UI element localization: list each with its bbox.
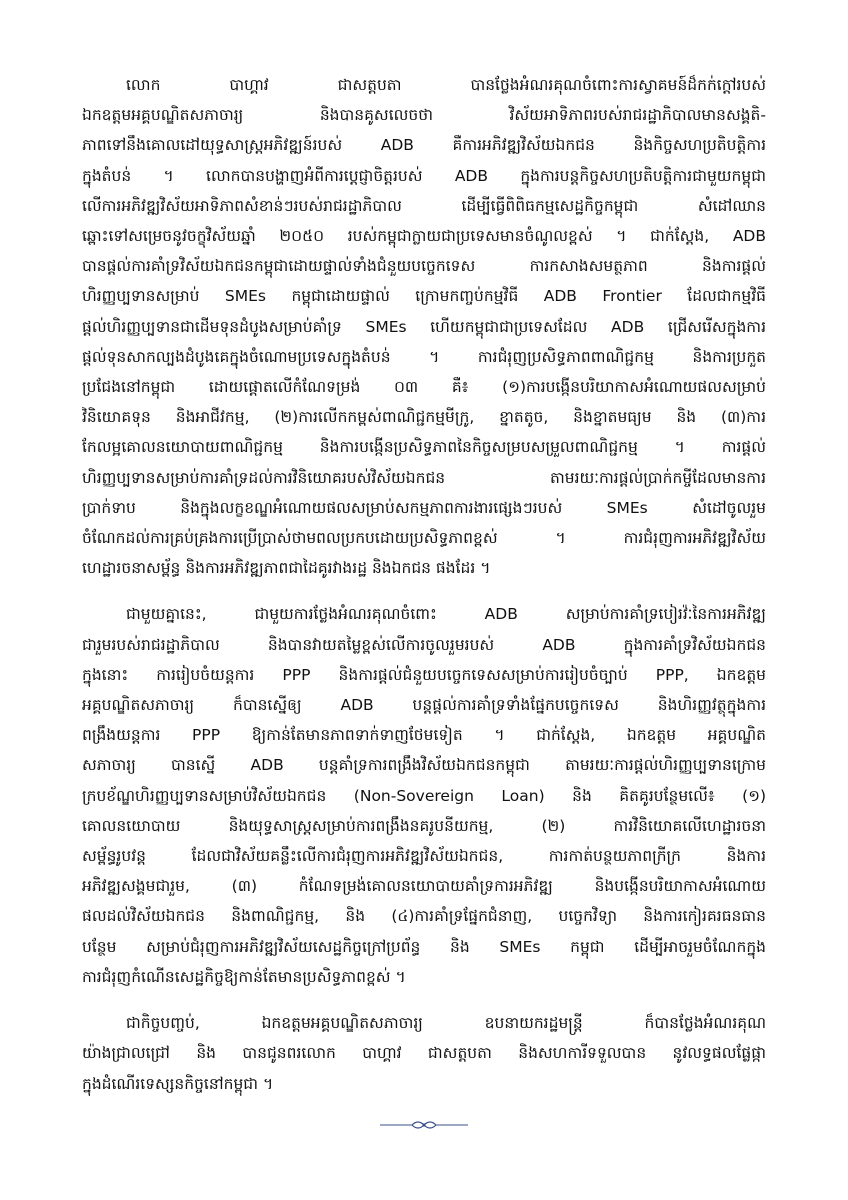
text-line: បន្ថែម សម្រាប់ជំរុញការអភិវឌ្ឍវិស័យសេដ្ឋកិច្ចក្រៅប្រព័ន្ធ និង SMEs កម្ពុជា ដើម្បីអាចរួមចំណែកក្នុង (82, 937, 766, 956)
text-line: ហិរញ្ញប្បទានសម្រាប់ SMEs កម្ពុជាដោយផ្ទាល់ ក្រោមកញ្ចប់កម្មវិធី ADB Frontier ដែលជាកម្មវិធី (82, 287, 766, 306)
paragraph-2 (82, 599, 766, 992)
text-line: ការជំរុញកំណើនសេដ្ឋកិច្ចឱ្យកាន់តែមានប្រសិទ្ធភាពខ្ពស់ ។ (82, 967, 406, 986)
document-body (82, 70, 766, 1115)
paragraph-3 (82, 1008, 766, 1099)
text-line: ជាកិច្ចបញ្ចប់, ឯកឧត្តមអគ្គបណ្ឌិតសភាចារ្យ ឧបនាយករដ្ឋមន្ត្រី ក៏បានថ្លែងអំណរគុណ (126, 1014, 766, 1033)
text-line: ចំណែកដល់ការគ្រប់គ្រងការប្រើប្រាស់ថាមពលប្រកបដោយប្រសិទ្ធភាពខ្ពស់ ។ ការជំរុញការអភិវឌ្ឍវិស័យ (82, 529, 766, 548)
text-line: ប្រជែងនៅកម្ពុជា ដោយផ្តោតលើកំណែទម្រង់ ០៣ គឺ៖ (១)ការបង្កើនបរិយាកាសអំណោយផលសម្រាប់ (82, 378, 766, 397)
text-line: ជាមួយគ្នានេះ, ជាមួយការថ្លែងអំណរគុណចំពោះ ADB សម្រាប់ការគាំទ្របៀរវ៉ៈនៃការអភិវឌ្ឍ (126, 605, 766, 624)
text-line: ក្នុងនោះ ការរៀបចំយន្តការ PPP និងការផ្តល់ជំនួយបច្ចេកទេសសម្រាប់ការរៀបចំច្បាប់ PPP, ឯកឧត្តម (82, 665, 766, 684)
paragraph-1 (82, 70, 766, 583)
text-line: វិនិយោគទុន និងអាជីវកម្ម, (២)ការលើកកម្ពស់ពាណិជ្ជកម្មមីក្រូ, ខ្នាតតូច, និងខ្នាតមធ្យម និង (៣)ការ (82, 408, 766, 427)
text-line: កែលម្អគោលនយោបាយពាណិជ្ជកម្ម និងការបង្កើនប្រសិទ្ធភាពនៃកិច្ចសម្របសម្រួលពាណិជ្ជកម្ម ។ ការផ្តល់ (82, 438, 766, 457)
text-line: ផ្តល់ហិរញ្ញប្បទានជាដើមទុនដំបូងសម្រាប់គាំទ្រ SMEs ហើយកម្ពុជាជាប្រទេសដែល ADB ជ្រើសរើសក្នុងការ (82, 317, 766, 336)
text-line: ក្នុងតំបន់ ។ លោកបានបង្ហាញអំពីការប្តេជ្ញាចិត្តរបស់ ADB ក្នុងការបន្តកិច្ចសហប្រតិបត្តិការជាមួយកម្ពុជា (82, 166, 766, 185)
text-line: ហេដ្ឋារចនាសម្ព័ន្ធ និងការអភិវឌ្ឍភាពជាដៃគូរវាងរដ្ឋ និងឯកជន ផងដែរ ។ (82, 559, 491, 578)
text-line: យ៉ាងជ្រាលជ្រៅ និង បានជូនពរលោក បាហ្គាវ ជាសត្តបតា និងសហការីទទួលបាន នូវលទ្ធផលផ្លែផ្កា (82, 1044, 766, 1063)
text-line: ក្របខ័ណ្ឌហិរញ្ញប្បទានសម្រាប់វិស័យឯកជន (Non-Sovereign Loan) និង គិតគូរបន្ថែមលើ៖ (១) (82, 786, 766, 805)
text-line: ភាពទៅនឹងគោលដៅយុទ្ធសាស្ត្រអភិវឌ្ឍន៍របស់ ADB គឺការអភិវឌ្ឍវិស័យឯកជន និងកិច្ចសហប្រតិបត្តិការ (82, 136, 766, 155)
text-line: លើការអភិវឌ្ឍវិស័យអាទិភាពសំខាន់ៗរបស់រាជរដ្ឋាភិបាល ដើម្បីធ្វើពិពិធកម្មសេដ្ឋកិច្ចកម្ពុជា សំដៅឈាន (82, 196, 766, 215)
text-line: ប្រាក់ទាប និងក្នុងលក្ខខណ្ឌអំណោយផលសម្រាប់សកម្មភាពការងារផ្សេងៗរបស់ SMEs សំដៅចូលរួម (82, 498, 766, 517)
text-line: ក្នុងដំណើរទេស្សនកិច្ចនៅកម្ពុជា ។ (82, 1074, 274, 1093)
text-line: អគ្គបណ្ឌិតសភាចារ្យ ក៏បានស្នើឲ្យ ADB បន្តផ្តល់ការគាំទ្រទាំងផ្នែកបច្ចេកទេស និងហិរញ្ញវត្ថុក្នុងការ (82, 696, 766, 715)
text-line: ឯកឧត្តមអគ្គបណ្ឌិតសភាចារ្យ និងបានគូសលេចថា វិស័យអាទិភាពរបស់រាជរដ្ឋាភិបាលមានសង្គតិ- (82, 106, 766, 125)
text-line: គោលនយោបាយ និងយុទ្ធសាស្ត្រសម្រាប់ការពង្រឹងនគរូបនីយកម្ម, (២) ការវិនិយោគលើហេដ្ឋារចនា (82, 816, 766, 835)
text-line: ឆ្ពោះទៅសម្រេចនូវចក្ខុវិស័យឆ្នាំ ២០៥០ របស់កម្ពុជាក្លាយជាប្រទេសមានចំណូលខ្ពស់ ។ ជាក់ស្តែង, ADB (82, 227, 766, 246)
text-line: ផ្តល់ទុនសាកល្បងដំបូងគេក្នុងចំណោមប្រទេសក្នុងតំបន់ ។ ការជំរុញប្រសិទ្ធភាពពាណិជ្ជកម្ម និងការប្រកួត (82, 347, 766, 366)
footer-ornament-icon (380, 1118, 468, 1132)
text-line: អភិវឌ្ឍសង្គមជារួម, (៣) កំណែទម្រង់គោលនយោបាយគាំទ្រការអភិវឌ្ឍ និងបង្កើនបរិយាកាសអំណោយ (82, 877, 766, 896)
text-line: បានផ្តល់ការគាំទ្រវិស័យឯកជនកម្ពុជាដោយផ្ទាល់ទាំងជំនួយបច្ចេកទេស ការកសាងសមត្ថភាព និងការផ្តល់ (82, 257, 766, 276)
text-line: ហិរញ្ញប្បទានសម្រាប់ការគាំទ្រដល់ការវិនិយោគរបស់វិស័យឯកជន តាមរយៈការផ្តល់ប្រាក់កម្ចីដែលមានការ (82, 468, 766, 487)
text-line: ជារួមរបស់រាជរដ្ឋាភិបាល និងបានវាយតម្លៃខ្ពស់លើការចូលរួមរបស់ ADB ក្នុងការគាំទ្រវិស័យឯកជន (82, 635, 766, 654)
text-line: សភាចារ្យ បានស្នើ ADB បន្តគាំទ្រការពង្រឹងវិស័យឯកជនកម្ពុជា តាមរយៈការផ្តល់ហិរញ្ញប្បទានក្រោម (82, 756, 766, 775)
text-line: សម្ព័ន្ធរូបវន្ត ដែលជាវិស័យគន្លឹះលើការជំរុញការអភិវឌ្ឍវិស័យឯកជន, ការកាត់បន្ថយភាពក្រីក្រ និងការ (82, 847, 766, 866)
text-line: ផលដល់វិស័យឯកជន និងពាណិជ្ជកម្ម, និង (៤)ការគាំទ្រផ្នែកជំនាញ, បច្ចេកវិទ្យា និងការកៀរគរធនធាន (82, 907, 766, 926)
text-line: លោក បាហ្គាវ ជាសត្តបតា បានថ្លែងអំណរគុណចំពោះការស្វាគមន៍ដ៏កក់ក្តៅរបស់ (126, 76, 766, 94)
text-line: ពង្រឹងយន្តការ PPP ឱ្យកាន់តែមានភាពទាក់ទាញថែមទៀត ។ ជាក់ស្តែង, ឯកឧត្តម អគ្គបណ្ឌិត (82, 726, 766, 745)
